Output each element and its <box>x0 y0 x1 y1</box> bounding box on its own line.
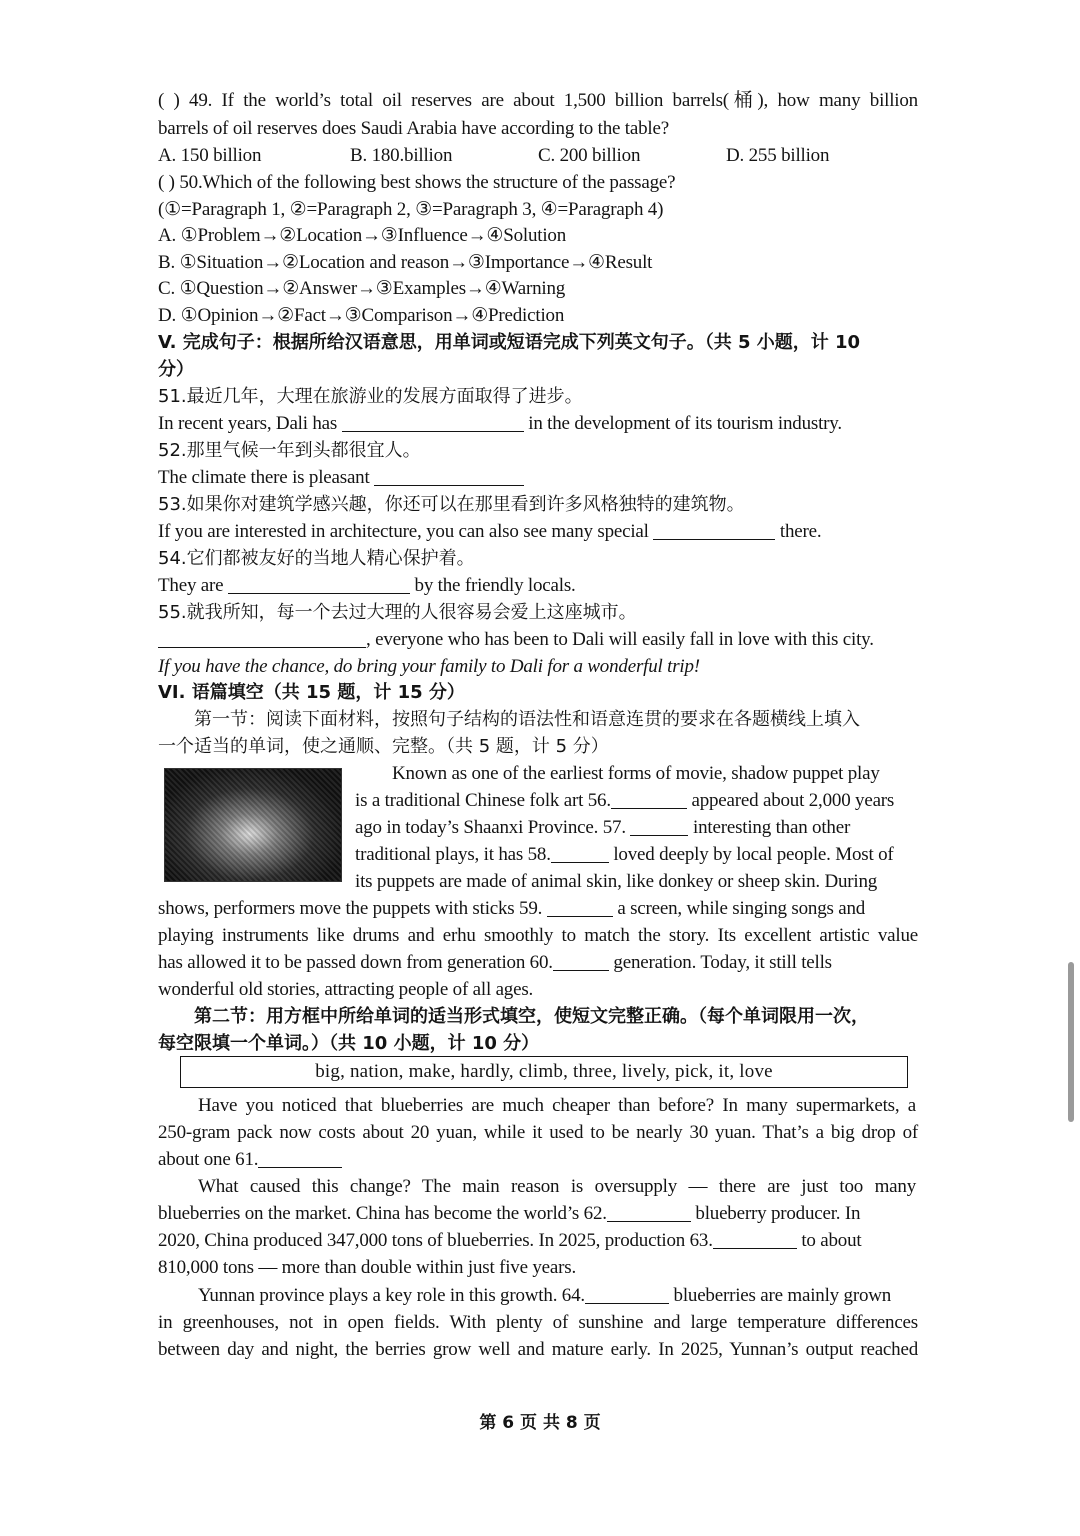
part2-instructions: 第二节：用方框中所给单词的适当形式填空，使短文完整正确。（每个单词限用一次， <box>194 1006 869 1027</box>
part1-instructions-cont: 一个适当的单词，使之通顺、完整。（共 5 题，计 5 分） <box>158 736 609 757</box>
blank-56[interactable] <box>611 790 687 809</box>
p4-line2: in greenhouses, not in open fields. With plenty of sunshine and large temperature differences <box>158 1312 918 1333</box>
p3-line2 <box>158 1201 918 1227</box>
p1-line3 <box>355 815 916 841</box>
p2-line3 <box>158 1147 918 1173</box>
q51-blank[interactable] <box>342 413 524 432</box>
p1-line6-b: a screen, while singing songs and <box>617 898 866 919</box>
p3-line2-b: blueberry producer. In <box>695 1203 861 1224</box>
p1-line3-b: interesting than other <box>693 817 851 838</box>
p1-line3-a: ago in today’s Shaanxi Province. 57. <box>355 817 626 838</box>
section5-heading-cont: 分） <box>158 359 194 380</box>
q54-chinese: 54.它们都被友好的当地人精心保护着。 <box>158 548 475 569</box>
p3-line1: What caused this change? The main reason is oversupply — there are just too many <box>198 1176 916 1197</box>
p3-line2-a: blueberries on the market. China has become the world’s 62. <box>158 1203 607 1224</box>
q50-option-c[interactable]: C. ①Question→②Answer→③Examples→④Warning <box>158 278 566 299</box>
q50-legend: (①=Paragraph 1, ②=Paragraph 2, ③=Paragraph 3, ④=Paragraph 4) <box>158 199 664 220</box>
blank-58[interactable] <box>551 844 609 863</box>
p1-line8-b: generation. Today, it still tells <box>613 952 832 973</box>
p2-line3-a: about one 61. <box>158 1149 259 1170</box>
q51-chinese: 51.最近几年，大理在旅游业的发展方面取得了进步。 <box>158 386 583 407</box>
q49-line1: ( ) 49. If the world’s total oil reserves are about 1,500 billion barrels(桶), how many billion <box>158 90 918 111</box>
q54-text-b: by the friendly locals. <box>414 575 576 596</box>
p1-line8 <box>158 950 918 976</box>
part1-instructions: 第一节：阅读下面材料，按照句子结构的语法性和语意连贯的要求在各题横线上填入 <box>194 709 860 730</box>
p1-line7: playing instruments like drums and erhu smoothly to match the story. Its excellent artistic value <box>158 925 918 946</box>
p3-line3 <box>158 1228 918 1254</box>
q53-chinese: 53.如果你对建筑学感兴趣，你还可以在那里看到许多风格独特的建筑物。 <box>158 494 745 515</box>
p2-line2: 250-gram pack now costs about 20 yuan, while it used to be nearly 30 yuan. That’s a big drop of <box>158 1122 918 1143</box>
q55-sentence <box>158 627 918 653</box>
blank-62[interactable] <box>607 1203 691 1222</box>
p1-line2-a: is a traditional Chinese folk art 56. <box>355 790 611 811</box>
section5-heading: V. 完成句子：根据所给汉语意思，用单词或短语完成下列英文句子。（共 5 小题，计 10 <box>158 332 861 353</box>
q49-line2: barrels of oil reserves does Saudi Arabia have according to the table? <box>158 118 669 139</box>
shadow-puppet-photo <box>164 768 342 882</box>
q54-text-a: They are <box>158 575 224 596</box>
section6-heading: VI. 语篇填空（共 15 题，计 15 分） <box>158 682 465 703</box>
p3-line3-b: to about <box>801 1230 862 1251</box>
p1-line4 <box>355 842 916 868</box>
blank-59[interactable] <box>547 898 613 917</box>
q52-sentence <box>158 465 918 491</box>
q51-text-b: in the development of its tourism industry. <box>528 413 842 434</box>
q49-option-d[interactable]: D. 255 billion <box>726 145 830 166</box>
q49-options <box>158 143 918 169</box>
p3-line3-a: 2020, China produced 347,000 tons of blueberries. In 2025, production 63. <box>158 1230 713 1251</box>
p1-line9: wonderful old stories, attracting people of all ages. <box>158 979 534 1000</box>
q53-blank[interactable] <box>653 521 775 540</box>
blank-60[interactable] <box>553 952 609 971</box>
q49-option-c[interactable]: C. 200 billion <box>538 145 641 166</box>
p4-line1-a: Yunnan province plays a key role in this growth. 64. <box>198 1285 585 1306</box>
p1-line2-b: appeared about 2,000 years <box>691 790 895 811</box>
blank-63[interactable] <box>713 1230 797 1249</box>
p1-line2 <box>355 788 916 814</box>
q54-blank[interactable] <box>228 575 410 594</box>
q54-sentence <box>158 573 918 599</box>
p2-line1: Have you noticed that blueberries are much cheaper than before? In many supermarkets, a <box>198 1095 916 1116</box>
q55-blank[interactable] <box>158 629 366 648</box>
blank-64[interactable] <box>585 1285 669 1304</box>
word-bank-box: big, nation, make, hardly, climb, three, lively, pick, it, love <box>180 1056 908 1088</box>
q51-text-a: In recent years, Dali has <box>158 413 338 434</box>
p1-line5: its puppets are made of animal skin, like donkey or sheep skin. During <box>355 871 878 892</box>
q52-chinese: 52.那里气候一年到头都很宜人。 <box>158 440 421 461</box>
closing-sentence: If you have the chance, do bring your family to Dali for a wonderful trip! <box>158 656 700 677</box>
scrollbar[interactable] <box>1068 962 1074 1122</box>
p4-line1-b: blueberries are mainly grown <box>673 1285 892 1306</box>
q49-option-b[interactable]: B. 180.billion <box>350 145 453 166</box>
q53-text-a: If you are interested in architecture, you can also see many special <box>158 521 649 542</box>
p1-line1: Known as one of the earliest forms of movie, shadow puppet play <box>392 763 880 784</box>
q50-option-a[interactable]: A. ①Problem→②Location→③Influence→④Solution <box>158 225 567 246</box>
q50-option-b[interactable]: B. ①Situation→②Location and reason→③Importance→④Result <box>158 252 653 273</box>
page-footer: 第 6 页 共 8 页 <box>479 1413 601 1433</box>
q50-line1: ( ) 50.Which of the following best shows the structure of the passage? <box>158 172 676 193</box>
blank-61[interactable] <box>258 1149 342 1168</box>
p1-line4-a: traditional plays, it has 58. <box>355 844 551 865</box>
p4-line3: between day and night, the berries grow well and mature early. In 2025, Yunnan’s output reached <box>158 1339 918 1360</box>
p4-line1 <box>198 1283 916 1309</box>
q51-sentence <box>158 411 918 437</box>
p1-line6-a: shows, performers move the puppets with sticks 59. <box>158 898 543 919</box>
q52-text-a: The climate there is pleasant <box>158 467 370 488</box>
p1-line4-b: loved deeply by local people. Most of <box>613 844 894 865</box>
q49-option-a[interactable]: A. 150 billion <box>158 145 262 166</box>
part2-instructions-cont: 每空限填一个单词。）（共 10 小题，计 10 分） <box>158 1033 540 1054</box>
blank-57[interactable] <box>630 817 688 836</box>
q53-text-b: there. <box>779 521 822 542</box>
p1-line6 <box>158 896 918 922</box>
q52-blank[interactable] <box>374 467 524 486</box>
p1-line8-a: has allowed it to be passed down from generation 60. <box>158 952 553 973</box>
q53-sentence <box>158 519 918 545</box>
q55-text-b: , everyone who has been to Dali will easily fall in love with this city. <box>366 629 874 650</box>
p3-line4: 810,000 tons — more than double within just five years. <box>158 1257 577 1278</box>
q55-chinese: 55.就我所知，每一个去过大理的人很容易会爱上这座城市。 <box>158 602 637 623</box>
q50-option-d[interactable]: D. ①Opinion→②Fact→③Comparison→④Prediction <box>158 305 565 326</box>
